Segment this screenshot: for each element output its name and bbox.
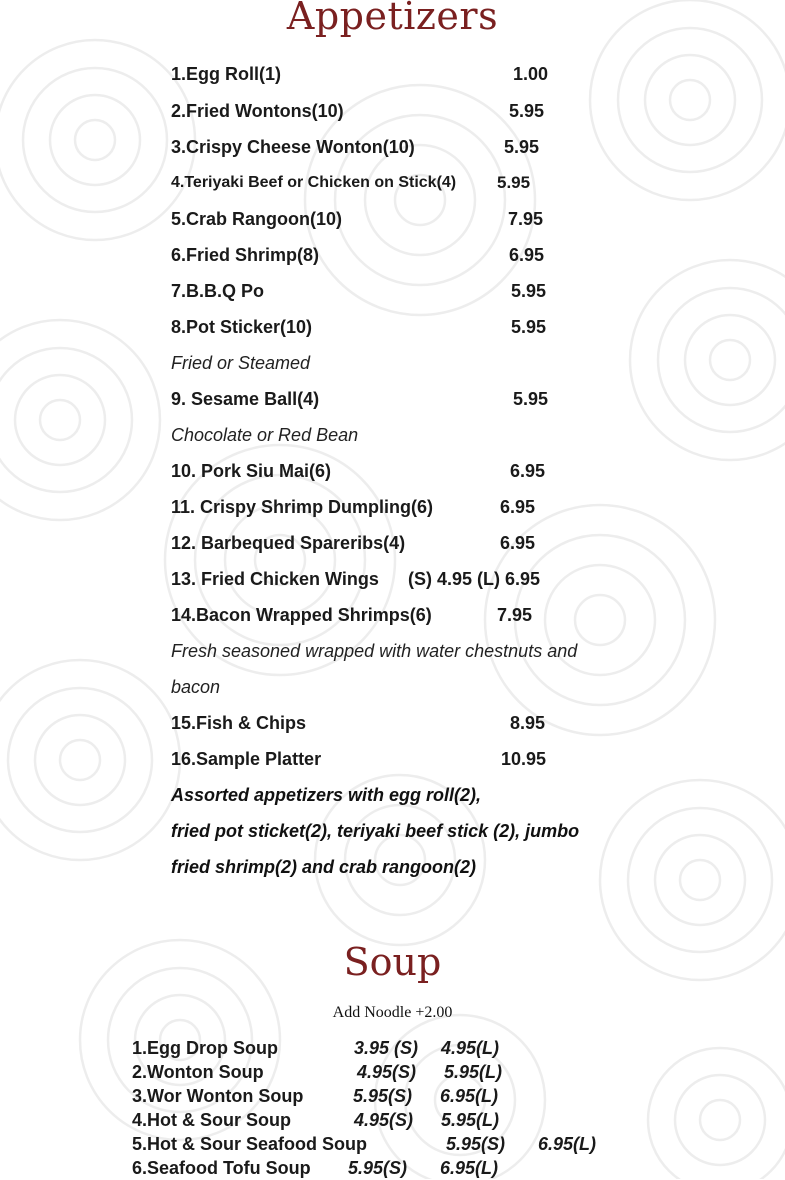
- menu-item: [171, 489, 536, 525]
- item-price: 8.95: [510, 713, 546, 733]
- item-name: 4.Teriyaki Beef or Chicken on Stick(4): [171, 174, 457, 191]
- item-price: 7.95: [508, 209, 544, 229]
- item-name: 14.Bacon Wrapped Shrimps(6): [171, 605, 432, 625]
- soup-price-large: 6.95(L): [440, 1086, 499, 1106]
- item-name: 9. Sesame Ball(4): [171, 389, 320, 409]
- item-description: fried pot sticket(2), teriyaki beef stick (2), jumbo: [171, 821, 580, 841]
- menu-item: [171, 381, 549, 417]
- item-price: 1.00: [513, 64, 549, 84]
- soup-price-small: 5.95(S): [446, 1134, 506, 1154]
- soup-name: 1.Egg Drop Soup: [132, 1038, 278, 1058]
- soup-name: 6.Seafood Tofu Soup: [132, 1158, 311, 1178]
- item-name: 7.B.B.Q Po: [171, 281, 265, 301]
- item-name: 15.Fish & Chips: [171, 713, 307, 733]
- soup-name: 3.Wor Wonton Soup: [132, 1086, 304, 1106]
- item-price: 6.95: [509, 245, 545, 265]
- item-price: 6.95: [500, 497, 536, 517]
- menu-item: [171, 273, 547, 309]
- menu-item: [171, 237, 545, 273]
- soup-price-large: 5.95(L): [441, 1110, 500, 1130]
- item-name: 3.Crispy Cheese Wonton(10): [171, 137, 415, 157]
- item-name: 16.Sample Platter: [171, 749, 322, 769]
- soup-item: [132, 1156, 499, 1180]
- soup-price-small: 5.95(S): [348, 1158, 408, 1178]
- item-name: 13. Fried Chicken Wings: [171, 569, 379, 589]
- item-price: 10.95: [501, 749, 547, 769]
- item-description: Assorted appetizers with egg roll(2),: [171, 785, 482, 805]
- soup-name: 2.Wonton Soup: [132, 1062, 264, 1082]
- menu-item: [171, 93, 545, 129]
- item-name: 2.Fried Wontons(10): [171, 101, 344, 121]
- soup-price-small: 5.95(S): [353, 1086, 413, 1106]
- item-name: 11. Crispy Shrimp Dumpling(6): [171, 497, 434, 517]
- menu-item: [171, 165, 531, 201]
- menu-item: [171, 705, 546, 741]
- soup-price-large: 5.95(L): [444, 1062, 503, 1082]
- menu-item: [171, 561, 541, 597]
- item-name: 6.Fried Shrimp(8): [171, 245, 320, 265]
- menu-item: [171, 597, 533, 633]
- soup-item: [132, 1084, 499, 1108]
- item-price: 5.95: [511, 317, 547, 337]
- appetizers-heading: Appetizers: [286, 0, 499, 38]
- item-price: 5.95: [509, 101, 545, 121]
- soup-price-large: 4.95(L): [441, 1038, 500, 1058]
- item-price: (S) 4.95 (L) 6.95: [408, 569, 541, 589]
- item-price: 5.95: [497, 173, 531, 192]
- menu-item: [171, 201, 544, 237]
- menu-item: [171, 525, 536, 561]
- item-price: 5.95: [511, 281, 547, 301]
- menu-item: [171, 309, 547, 345]
- item-name: 10. Pork Siu Mai(6): [171, 461, 332, 481]
- soup-price-large: 6.95(L): [440, 1158, 499, 1178]
- soup-item: [132, 1132, 597, 1156]
- item-description: Chocolate or Red Bean: [171, 425, 359, 445]
- item-description: Fried or Steamed: [171, 353, 311, 373]
- soup-heading: Soup: [343, 940, 442, 984]
- soup-name: 4.Hot & Sour Soup: [132, 1110, 291, 1130]
- item-name: 5.Crab Rangoon(10): [171, 209, 343, 229]
- item-price: 5.95: [504, 137, 540, 157]
- item-price: 6.95: [500, 533, 536, 553]
- menu-item: [171, 129, 540, 165]
- menu-item: [171, 741, 547, 777]
- soup-price-large: 6.95(L): [538, 1134, 597, 1154]
- item-description: Fresh seasoned wrapped with water chestnuts and: [171, 641, 578, 661]
- soup-price-small: 3.95 (S): [354, 1038, 419, 1058]
- soup-name: 5.Hot & Sour Seafood Soup: [132, 1134, 368, 1154]
- item-description: bacon: [171, 677, 221, 697]
- item-name: 8.Pot Sticker(10): [171, 317, 313, 337]
- item-name: 1.Egg Roll(1): [171, 64, 282, 84]
- item-name: 12. Barbequed Spareribs(4): [171, 533, 406, 553]
- soup-item: [132, 1036, 500, 1060]
- item-description: fried shrimp(2) and crab rangoon(2): [171, 857, 477, 877]
- menu-item: [171, 453, 546, 489]
- item-price: 7.95: [497, 605, 533, 625]
- soup-item: [132, 1060, 503, 1084]
- menu-item: [171, 56, 549, 92]
- item-price: 5.95: [513, 389, 549, 409]
- soup-item: [132, 1108, 500, 1132]
- soup-price-small: 4.95(S): [354, 1110, 414, 1130]
- soup-note: Add Noodle +2.00: [332, 1004, 453, 1021]
- item-price: 6.95: [510, 461, 546, 481]
- soup-price-small: 4.95(S): [357, 1062, 417, 1082]
